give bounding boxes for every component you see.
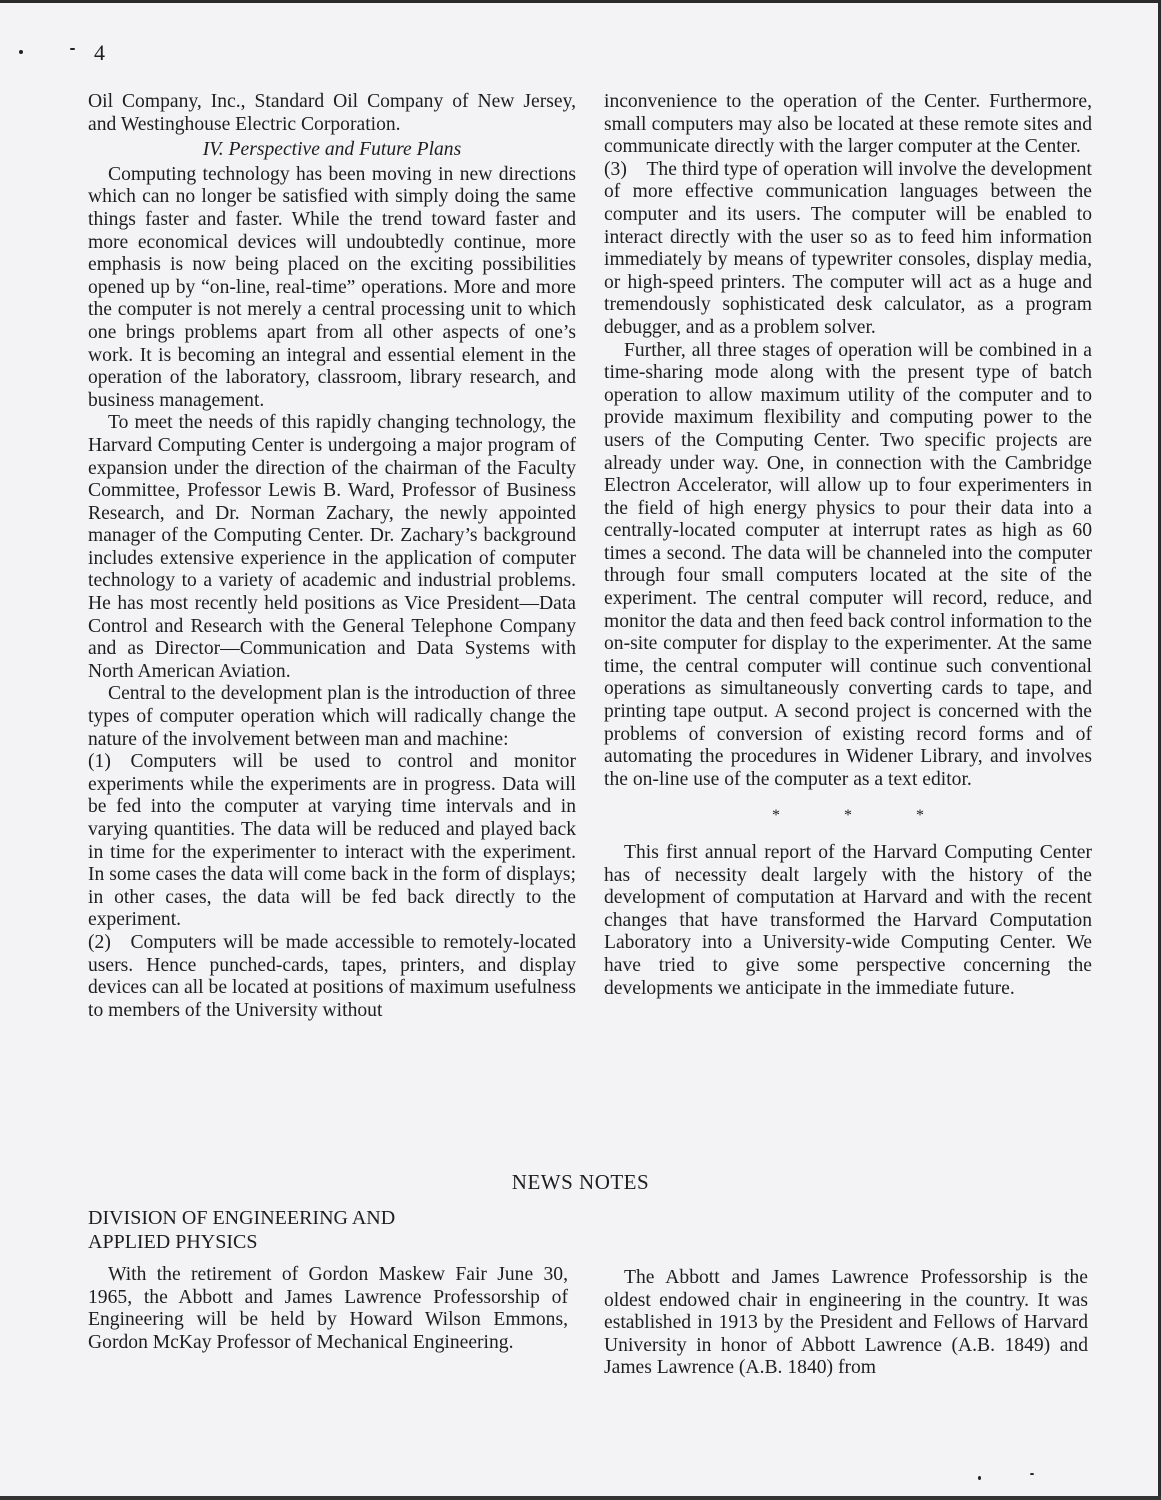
scan-speck: [70, 48, 75, 50]
division-heading-line: APPLIED PHYSICS: [88, 1231, 258, 1253]
closing-paragraph: This first annual report of the Harvard Computing Center has of necessity dealt largely with the history of the development of computation at Harvard and with the recent changes that have transformed the Harvard Computation Laboratory into a University-wide Computing Center. We have tried to give some perspective concerning the developments we anticipate in the immediate future.: [604, 842, 1092, 999]
right-column: [604, 91, 1092, 1000]
page-top-edge: [0, 0, 1161, 3]
scan-speck: [1030, 1473, 1034, 1475]
paragraph: Central to the development plan is the introduction of three types of computer operation which will radically change the nature of the involvement between man and machine:: [88, 683, 576, 750]
news-notes-title: [0, 1170, 1161, 1195]
section-heading: IV. Perspective and Future Plans: [202, 139, 462, 161]
scan-speck: [978, 1476, 981, 1480]
news-paragraph: With the retirement of Gordon Maskew Fair June 30, 1965, the Abbott and James Lawrence Professorship of Engineering will be held by Howard Wilson Emmons, Gordon McKay Professor of Mechanical Engineering.: [88, 1264, 568, 1353]
scan-speck: [19, 50, 23, 54]
page-bottom-edge: [0, 1496, 1161, 1500]
left-column: [88, 91, 576, 1022]
list-item-3: (3) The third type of operation will involve the development of more effective communication languages between the computer and its users. The computer will be enabled to interact directly with the user so as to feed him information immediately by means of typewriter consoles, display media, or high-speed printers. The computer will act as a huge and tremendously sophisticated desk calculator, as a program debugger, and as a problem solver.: [604, 158, 1092, 338]
paragraph: Further, all three stages of operation will be combined in a time-sharing mode along with the present type of batch operation to allow maximum utility of the computer and to provide maximum flexibility and computing power to the users of the Computing Center. Two specific projects are already under way. One, in connection with the Cambridge Electron Accelerator, will allow up to four experimenters in the field of high energy physics to pour their data into a centrally-located computer at interrupt rates as high as 60 times a second. The data will be channeled into the computer through four small computers located at the site of the experiment. The central computer will record, reduce, and monitor the data and then feed back control information to the on-site computer for display to the experimenter. At the same time, the central computer will continue such conventional operations as simultaneously converting cards to tape, and printing tape output. A second project is concerned with the problems of conversion of existing record forms and of automating the procedures in Widener Library, and involves the on-line use of the computer as a text editor.: [604, 339, 1092, 790]
news-paragraph: The Abbott and James Lawrence Professorship is the oldest endowed chair in engineering in the country. It was established in 1913 by the President and Fellows of Harvard University in honor of Abbott Lawrence (A.B. 1849) and James Lawrence (A.B. 1840) from: [604, 1267, 1088, 1379]
page-number: 4: [94, 40, 105, 65]
news-notes-title-text: NEWS NOTES: [511, 1170, 650, 1194]
list-item-1: (1) Computers will be used to control and monitor experiments while the experiments are in progress. Data will be fed into the computer at varying time intervals and in varying quantities. The data will be reduced and played back in time for the experimenter to interact with the experiment. In some cases the data will come back in the form of displays; in other cases, the data will be fed back directly to the experiment.: [88, 751, 576, 931]
list-item-2-continued: inconvenience to the operation of the Center. Furthermore, small computers may also be located at these remote sites and communicate directly with the larger computer at the Center.: [604, 91, 1092, 158]
list-item-2: (2) Computers will be made accessible to remotely-located users. Hence punched-cards, tapes, printers, and display devices can all be located at positions of maximum usefulness to members of the University without: [88, 931, 576, 1021]
news-left-column: [88, 1264, 568, 1354]
section-separator: * * *: [772, 807, 924, 825]
continuation-text: Oil Company, Inc., Standard Oil Company of New Jersey, and Westinghouse Electric Corporation.: [88, 91, 576, 135]
paragraph: To meet the needs of this rapidly changing technology, the Harvard Computing Center is undergoing a major program of expansion under the direction of the chairman of the Faculty Committee, Professor Lewis B. Ward, Professor of Business Research, and Dr. Norman Zachary, the newly appointed manager of the Computing Center. Dr. Zachary’s background includes extensive experience in the application of computer technology to a variety of academic and industrial problems. He has most recently held positions as Vice President—Data Control and Research with the General Telephone Company and as Director—Communication and Data Systems with North American Aviation.: [88, 412, 576, 682]
news-right-column: [604, 1267, 1088, 1380]
division-heading-line: DIVISION OF ENGINEERING AND: [88, 1207, 396, 1229]
paragraph: Computing technology has been moving in new directions which can no longer be satisfied with simply doing the same things faster and faster. While the trend toward faster and more economical devices will undoubtedly continue, more emphasis is now being placed on the exciting possibilities opened up by “on-line, real-time” operations. More and more the computer is not merely a central processing unit to which one brings problems apart from all other aspects of one’s work. It is becoming an integral and essential element in the operation of the laboratory, classroom, library research, and business management.: [88, 163, 576, 411]
division-heading: [88, 1206, 568, 1254]
